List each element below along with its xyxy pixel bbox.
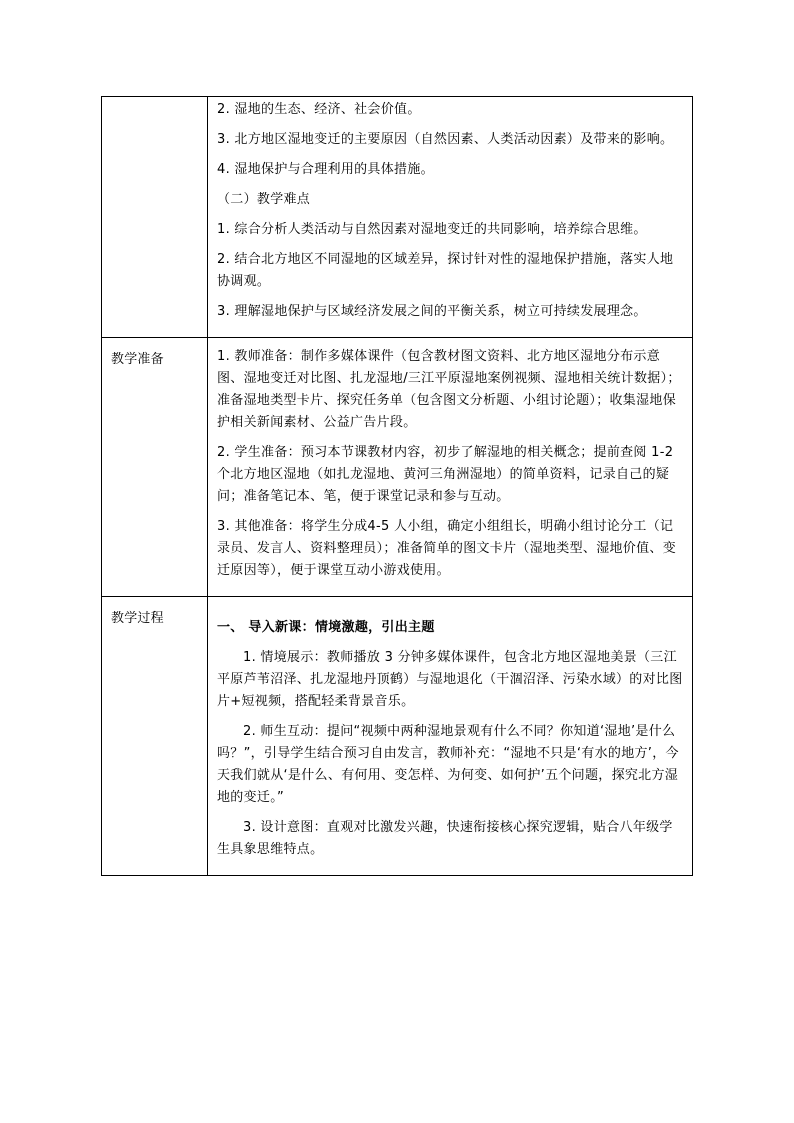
row-label-cell	[102, 597, 208, 876]
paragraph: 3. 其他准备：将学生分成4-5 人小组，确定小组组长，明确小组讨论分工（记录员、发言人、资料整理员）；准备简单的图文卡片（湿地类型、湿地价值、变迁原因等），便于课堂互动小游戏使用。	[217, 519, 677, 578]
paragraph: 4. 湿地保护与合理利用的具体措施。	[217, 162, 434, 177]
row-content-cell	[208, 597, 693, 876]
section-heading: 一、 导入新课：情境激趣，引出主题	[217, 620, 435, 635]
row-content-cell	[208, 97, 693, 338]
paragraph: 1. 综合分析人类活动与自然因素对湿地变迁的共同影响，培养综合思维。	[217, 222, 647, 237]
lesson-plan-table	[101, 96, 693, 876]
paragraph: 2. 师生互动：提问“视频中两种湿地景观有什么不同？你知道‘湿地’是什么吗？”，引导学生结合预习自由发言，教师补充：“湿地不只是‘有水的地方’，今天我们就从‘是什么、有何用、变怎样、为何变、如何护’五个问题，探究北方湿地的变迁。”	[217, 724, 679, 805]
row-label	[102, 97, 207, 110]
paragraph: 3. 设计意图：直观对比激发兴趣，快速衔接核心探究逻辑，贴合八年级学生具象思维特点。	[217, 820, 673, 857]
paragraph: 1. 教师准备：制作多媒体课件（包含教材图文资料、北方地区湿地分布示意图、湿地变迁对比图、扎龙湿地/三江平原湿地案例视频、湿地相关统计数据）；准备湿地类型卡片、探究任务单（包含图文分析题、小组讨论题）；收集湿地保护相关新闻素材、公益广告片段。	[217, 349, 681, 430]
paragraph: 3. 北方地区湿地变迁的主要原因（自然因素、人类活动因素）及带来的影响。	[217, 132, 674, 147]
row-content-cell	[208, 338, 693, 597]
table-row-preparation	[102, 338, 693, 597]
table-row-difficulty	[102, 97, 693, 338]
section-subheading: （二）教学难点	[217, 192, 311, 207]
row-label: 教学准备	[111, 352, 164, 367]
paragraph: 3. 理解湿地保护与区域经济发展之间的平衡关系，树立可持续发展理念。	[217, 304, 647, 319]
table-row-process	[102, 597, 693, 876]
paragraph: 2. 学生准备：预习本节课教材内容，初步了解湿地的相关概念；提前查阅 1-2 个北方地区湿地（如扎龙湿地、黄河三角洲湿地）的简单资料，记录自己的疑问；准备笔记本、笔，便于课堂记录和参与互动。	[217, 445, 674, 504]
row-label-cell	[102, 97, 208, 338]
paragraph: 2. 湿地的生态、经济、社会价值。	[217, 102, 421, 117]
paragraph: 1. 情境展示：教师播放 3 分钟多媒体课件，包含北方地区湿地美景（三江平原芦苇沼泽、扎龙湿地丹顶鹤）与湿地退化（干涸沼泽、污染水域）的对比图片+短视频，搭配轻柔背景音乐。	[217, 650, 683, 709]
row-label: 教学过程	[111, 611, 164, 626]
paragraph: 2. 结合北方地区不同湿地的区域差异，探讨针对性的湿地保护措施，落实人地协调观。	[217, 252, 674, 289]
row-label-cell	[102, 338, 208, 597]
